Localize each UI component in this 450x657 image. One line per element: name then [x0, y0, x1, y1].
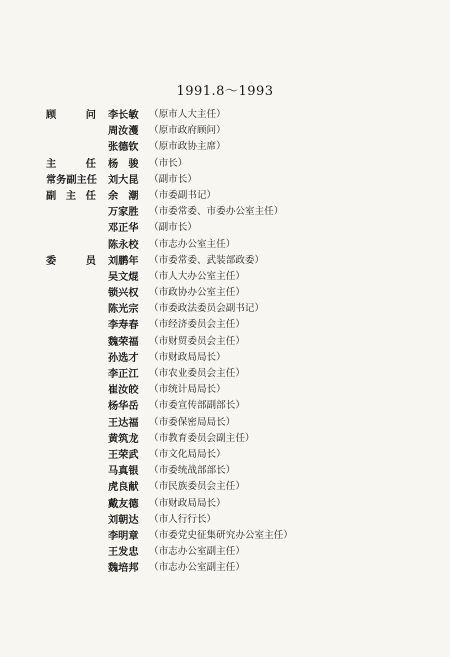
roster-role: 顾 问 — [46, 109, 96, 121]
roster-title: （市财政局局长） — [149, 497, 226, 509]
roster-row — [46, 269, 426, 285]
roster-title: （市民族委员会主任） — [149, 481, 245, 493]
roster-row — [46, 560, 426, 576]
roster-row — [46, 107, 426, 123]
roster-title: （市委副书记） — [149, 189, 217, 201]
roster-name: 崔汝皎 — [108, 384, 139, 397]
roster-role: 主 任 — [46, 157, 96, 170]
roster-name: 张德钦 — [108, 141, 139, 154]
roster-row — [46, 188, 426, 204]
roster-title: （市政协办公室主任） — [149, 287, 245, 299]
roster-title: （原市人大主任） — [149, 109, 226, 120]
roster-name: 魏荣福 — [108, 335, 139, 348]
roster-row — [46, 398, 426, 414]
roster-name: 刘大昆 — [108, 173, 139, 186]
roster-name: 马真银 — [108, 465, 139, 478]
roster-name: 李正江 — [108, 368, 139, 380]
roster-row — [46, 334, 426, 350]
roster-name: 陈永校 — [108, 238, 139, 251]
roster-role: 委 员 — [46, 254, 96, 267]
roster-row — [46, 350, 426, 366]
roster-row — [46, 204, 426, 220]
roster-name: 陈光宗 — [108, 303, 139, 316]
roster-name: 黄筑龙 — [108, 432, 139, 445]
roster-row — [46, 479, 426, 495]
roster-row — [46, 528, 426, 544]
roster-row — [46, 123, 426, 139]
roster-name: 王达福 — [108, 416, 139, 429]
roster-name: 戴友德 — [108, 497, 139, 510]
roster-row — [46, 156, 426, 172]
roster-title: （市人行行长） — [149, 513, 217, 525]
roster-name: 孙选才 — [108, 351, 139, 364]
roster-row — [46, 512, 426, 528]
roster-name: 杨华岳 — [108, 400, 139, 413]
roster-title: （市志办公室副主任） — [149, 546, 245, 558]
roster-title: （市教育委员会副主任） — [149, 432, 255, 444]
roster-title: （市统计局局长） — [149, 384, 226, 396]
roster-role: 常务副主任 — [46, 173, 97, 186]
roster-name: 周汝濩 — [108, 125, 139, 138]
roster-name: 刘鹏年 — [108, 254, 139, 267]
roster-row — [46, 463, 426, 479]
roster-title: （市长） — [149, 157, 188, 169]
roster-row — [46, 382, 426, 398]
roster-title: （市人大办公室主任） — [149, 270, 245, 282]
roster-row — [46, 285, 426, 301]
roster-row — [46, 139, 426, 155]
period-heading: 1991.8～1993 — [176, 84, 274, 99]
roster-name: 刘朝达 — [108, 513, 139, 526]
roster-name: 李长敏 — [108, 109, 139, 121]
roster-title: （市委政法委员会副书记） — [149, 303, 265, 315]
roster-title: （市经济委员会主任） — [149, 319, 245, 331]
committee-roster — [46, 107, 426, 576]
roster-row — [46, 172, 426, 188]
roster-row — [46, 253, 426, 269]
roster-row — [46, 220, 426, 236]
roster-name: 杨 骏 — [108, 157, 139, 170]
roster-title: （市委统战部部长） — [149, 465, 236, 477]
roster-row — [46, 496, 426, 512]
roster-title: （市志办公室副主任） — [149, 562, 245, 574]
roster-role: 副 主 任 — [46, 189, 96, 202]
roster-title: （原市政协主席） — [149, 141, 226, 153]
roster-title: （市财贸委员会主任） — [149, 335, 245, 347]
roster-row — [46, 431, 426, 447]
roster-row — [46, 544, 426, 560]
roster-name: 余 潮 — [108, 189, 139, 202]
roster-name: 魏培邦 — [108, 562, 139, 575]
roster-name: 李寿春 — [108, 319, 139, 332]
roster-name: 王荣武 — [108, 448, 139, 461]
roster-title: （副市长） — [149, 173, 197, 185]
roster-row — [46, 447, 426, 463]
roster-row — [46, 301, 426, 317]
roster-row — [46, 317, 426, 333]
roster-title: （原市政府顾问） — [149, 125, 226, 137]
roster-name: 王发忠 — [108, 546, 139, 559]
roster-row — [46, 366, 426, 382]
roster-row — [46, 415, 426, 431]
roster-name: 锁兴权 — [108, 287, 139, 300]
roster-name: 万家胜 — [108, 206, 139, 219]
roster-title: （市文化局局长） — [149, 448, 226, 460]
roster-title: （市财政局局长） — [149, 351, 226, 363]
roster-row — [46, 237, 426, 253]
roster-name: 吴文焜 — [108, 270, 139, 283]
roster-title: （市委常委、市委办公室主任） — [149, 206, 284, 218]
roster-title: （副市长） — [149, 222, 197, 234]
roster-title: （市委宣传部副部长） — [149, 400, 245, 412]
roster-name: 邓正华 — [108, 222, 139, 235]
roster-name: 李明章 — [108, 529, 139, 542]
roster-name: 虎良献 — [108, 481, 139, 494]
roster-title: （市农业委员会主任） — [149, 368, 245, 379]
roster-title: （市委保密局局长） — [149, 416, 236, 428]
roster-title: （市委党史征集研究办公室主任） — [149, 529, 293, 541]
roster-title: （市志办公室主任） — [149, 238, 236, 250]
roster-title: （市委常委、武装部政委） — [149, 254, 265, 266]
